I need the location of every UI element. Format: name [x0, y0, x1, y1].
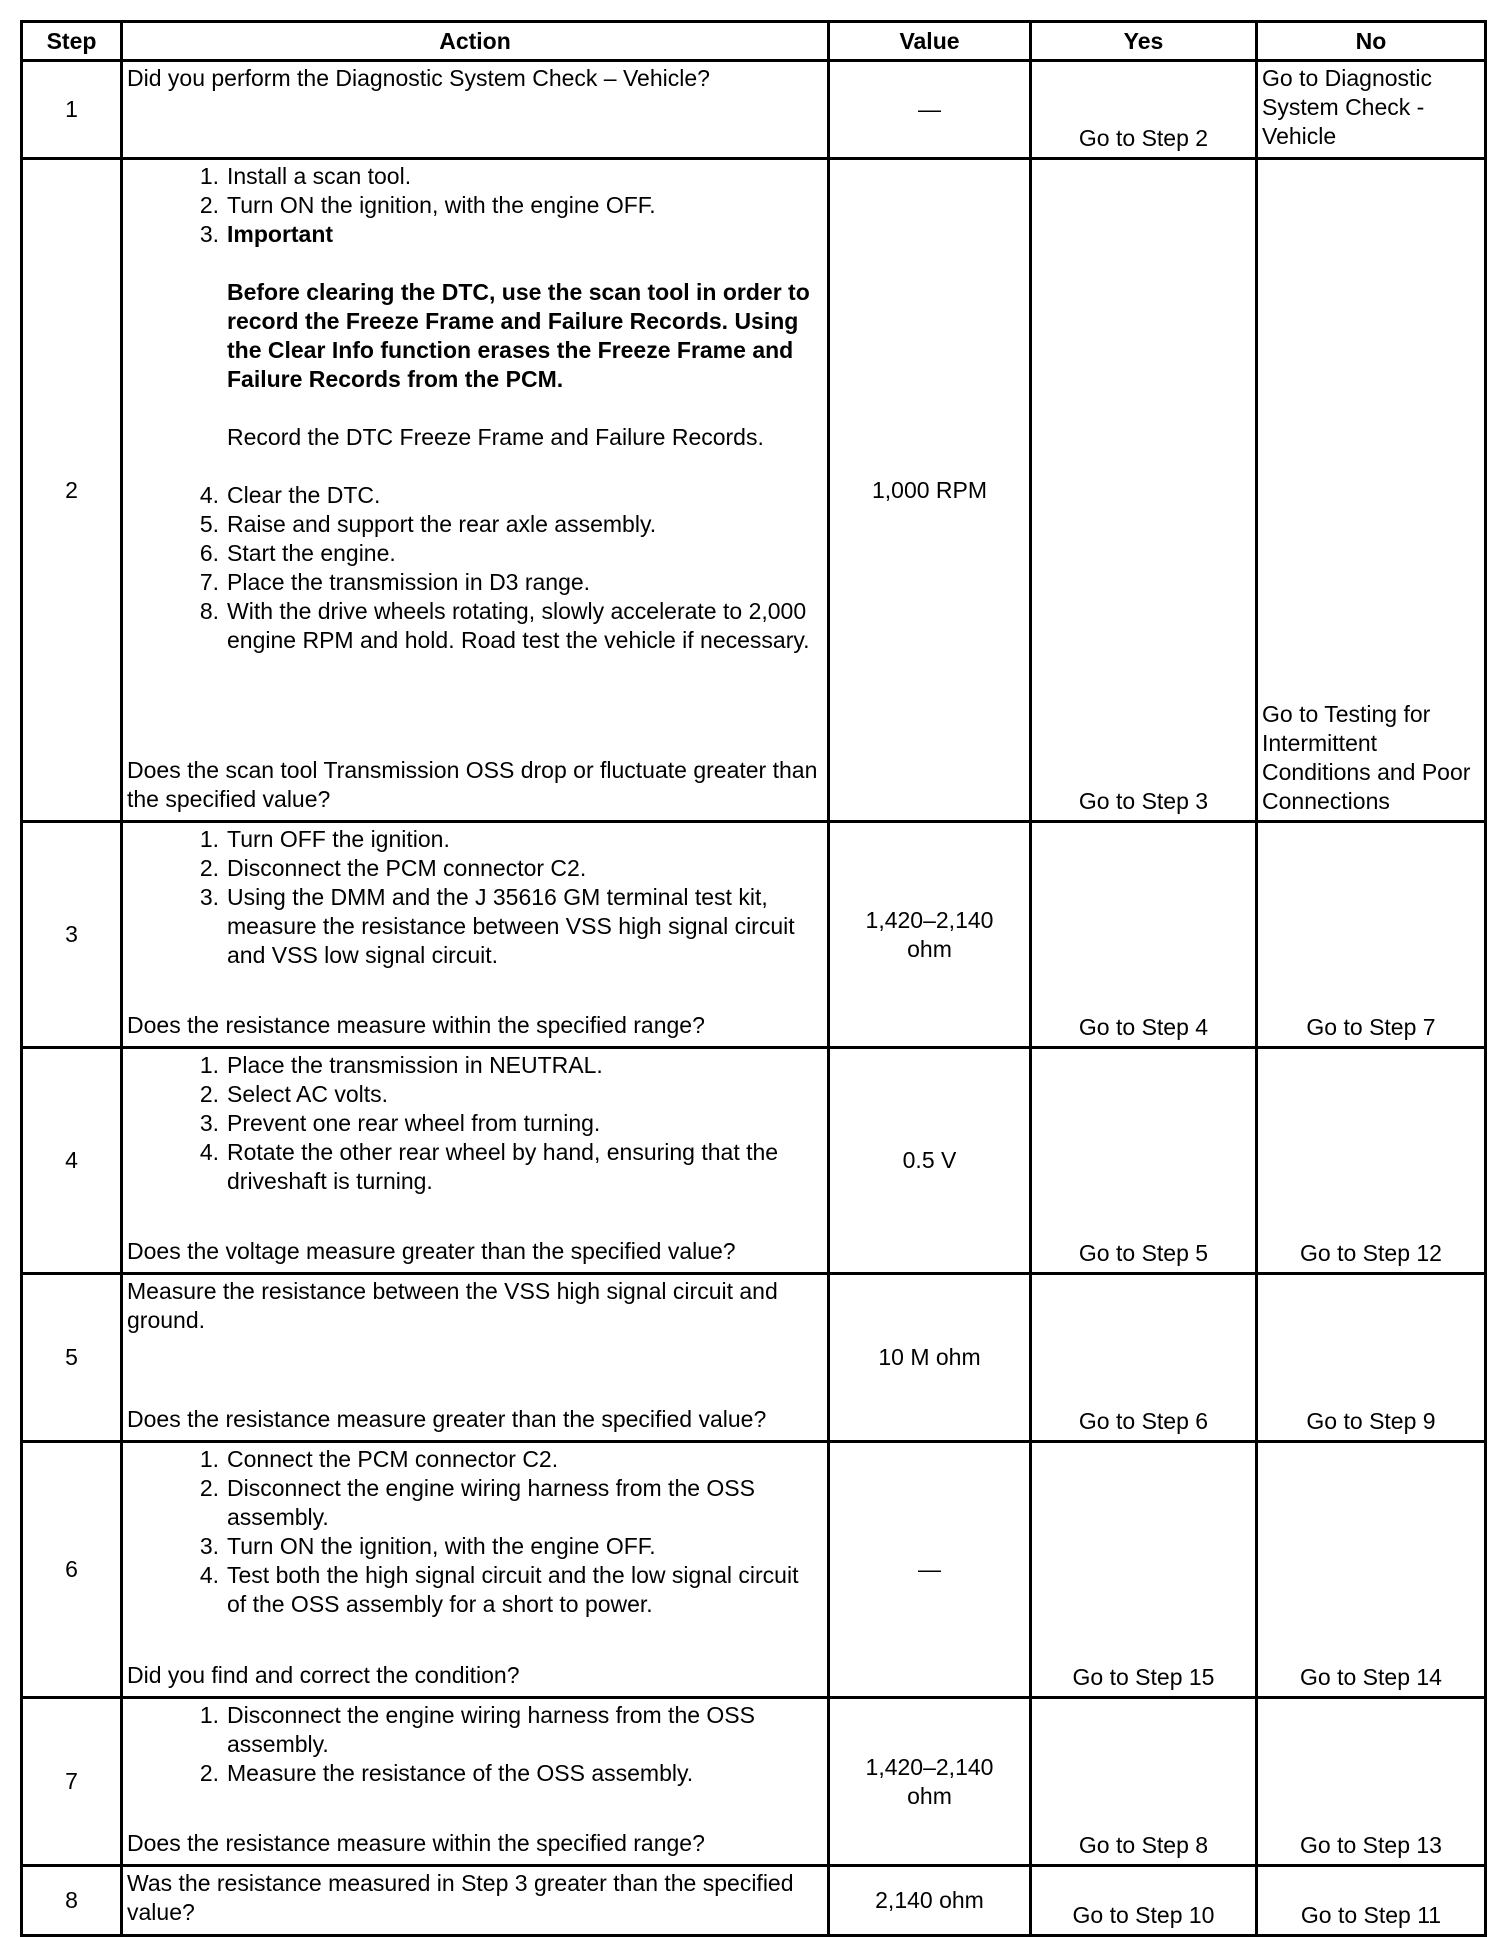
step-number: 6: [22, 1442, 122, 1698]
step-number: 1: [22, 61, 122, 159]
list-item: 1 . Disconnect the engine wiring harness from the OSS assembly.: [127, 1701, 823, 1759]
value-cell: 10 M ohm: [829, 1274, 1031, 1442]
step-number: 2: [22, 159, 122, 822]
table-row-step-1: [22, 61, 1486, 159]
step-number: 4: [22, 1048, 122, 1274]
list-item: 1 . Connect the PCM connector C2.: [127, 1445, 823, 1474]
list-item: 7 . Place the transmission in D3 range.: [127, 568, 823, 597]
table-row-step-5: [22, 1274, 1486, 1442]
diagnostic-table: [20, 20, 1487, 1937]
list-item: 3 . Using the DMM and the J 35616 GM terminal test kit, measure the resistance between VSS high signal circuit and VSS low signal circuit.: [127, 883, 823, 970]
list-item: 3 . Prevent one rear wheel from turning.: [127, 1109, 823, 1138]
list-item: 1 . Turn OFF the ignition.: [127, 825, 823, 854]
header-yes: Yes: [1031, 22, 1257, 61]
table-row-step-2: [22, 159, 1486, 822]
header-value: Value: [829, 22, 1031, 61]
action-cell: [122, 159, 829, 822]
table-row-step-6: [22, 1442, 1486, 1698]
list-item: 8 . With the drive wheels rotating, slowly accelerate to 2,000 engine RPM and hold. Road test the vehicle if necessary.: [127, 597, 823, 655]
action-steps: [127, 825, 823, 970]
step-number: 3: [22, 822, 122, 1048]
action-question: Was the resistance measured in Step 3 greater than the specified value?: [127, 1870, 794, 1925]
list-item: 2 . Disconnect the PCM connector C2.: [127, 854, 823, 883]
no-cell: Go to Diagnostic System Check - Vehicle: [1257, 61, 1486, 159]
no-cell: Go to Step 7: [1257, 822, 1486, 1048]
list-item: 2 . Disconnect the engine wiring harness from the OSS assembly.: [127, 1474, 823, 1532]
list-item: 1 . Install a scan tool.: [127, 162, 823, 191]
yes-cell: Go to Step 10: [1031, 1866, 1257, 1936]
table-row-step-4: [22, 1048, 1486, 1274]
action-question: Did you perform the Diagnostic System Check – Vehicle?: [127, 65, 710, 91]
list-item: 4 . Test both the high signal circuit and the low signal circuit of the OSS assembly for a short to power.: [127, 1561, 823, 1619]
value-cell: 1,420–2,140 ohm: [829, 822, 1031, 1048]
no-cell: Go to Testing for Intermittent Conditions and Poor Connections: [1257, 159, 1486, 822]
yes-cell: Go to Step 5: [1031, 1048, 1257, 1274]
yes-cell: Go to Step 2: [1031, 61, 1257, 159]
value-cell: 1,420–2,140 ohm: [829, 1698, 1031, 1866]
header-no: No: [1257, 22, 1486, 61]
action-steps: [127, 162, 823, 249]
action-steps: [127, 1701, 823, 1788]
list-item: 2 . Select AC volts.: [127, 1080, 823, 1109]
step-number: 8: [22, 1866, 122, 1936]
list-item: 2 . Measure the resistance of the OSS assembly.: [127, 1759, 823, 1788]
record-instruction: Record the DTC Freeze Frame and Failure Records.: [227, 424, 764, 450]
list-item: 1 . Place the transmission in NEUTRAL.: [127, 1051, 823, 1080]
action-cell: [122, 822, 829, 1048]
action-cell: [122, 61, 829, 159]
important-note: Before clearing the DTC, use the scan tool in order to record the Freeze Frame and Failure Records. Using the Clear Info function erases the Freeze Frame and Failure Records from the PCM.: [227, 279, 810, 392]
action-question: Does the resistance measure greater than the specified value?: [127, 1406, 767, 1432]
table-row-step-8: [22, 1866, 1486, 1936]
list-item: 5 . Raise and support the rear axle assembly.: [127, 510, 823, 539]
action-question: Does the resistance measure within the specified range?: [127, 1830, 705, 1856]
action-question: Does the scan tool Transmission OSS drop or fluctuate greater than the specified value?: [127, 757, 818, 812]
list-item: 3 . Turn ON the ignition, with the engine OFF.: [127, 1532, 823, 1561]
header-step: Step: [22, 22, 122, 61]
header-row: [22, 22, 1486, 61]
yes-cell: Go to Step 6: [1031, 1274, 1257, 1442]
action-question: Did you find and correct the condition?: [127, 1662, 520, 1688]
no-cell: Go to Step 14: [1257, 1442, 1486, 1698]
value-cell: 2,140 ohm: [829, 1866, 1031, 1936]
list-item: 4 . Clear the DTC.: [127, 481, 823, 510]
yes-cell: Go to Step 4: [1031, 822, 1257, 1048]
step-number: 7: [22, 1698, 122, 1866]
step-number: 5: [22, 1274, 122, 1442]
table-row-step-3: [22, 822, 1486, 1048]
header-action: Action: [122, 22, 829, 61]
no-cell: Go to Step 11: [1257, 1866, 1486, 1936]
value-cell: 1,000 RPM: [829, 159, 1031, 822]
action-steps: [127, 1445, 823, 1619]
list-item: 4 . Rotate the other rear wheel by hand, ensuring that the driveshaft is turning.: [127, 1138, 823, 1196]
action-cell: [122, 1442, 829, 1698]
action-cell: [122, 1698, 829, 1866]
value-cell: —: [829, 61, 1031, 159]
yes-cell: Go to Step 15: [1031, 1442, 1257, 1698]
action-cell: [122, 1048, 829, 1274]
no-cell: Go to Step 12: [1257, 1048, 1486, 1274]
action-steps: [127, 481, 823, 655]
action-question: Does the voltage measure greater than the specified value?: [127, 1238, 736, 1264]
list-item: 6 . Start the engine.: [127, 539, 823, 568]
no-cell: Go to Step 9: [1257, 1274, 1486, 1442]
table-row-step-7: [22, 1698, 1486, 1866]
action-instruction: Measure the resistance between the VSS high signal circuit and ground.: [127, 1278, 778, 1333]
list-item: 3 . Important: [127, 220, 823, 249]
action-cell: [122, 1866, 829, 1936]
list-item: 2 . Turn ON the ignition, with the engine OFF.: [127, 191, 823, 220]
yes-cell: Go to Step 3: [1031, 159, 1257, 822]
action-steps: [127, 1051, 823, 1196]
no-cell: Go to Step 13: [1257, 1698, 1486, 1866]
value-cell: 0.5 V: [829, 1048, 1031, 1274]
action-question: Does the resistance measure within the specified range?: [127, 1012, 705, 1038]
value-cell: —: [829, 1442, 1031, 1698]
yes-cell: Go to Step 8: [1031, 1698, 1257, 1866]
action-cell: [122, 1274, 829, 1442]
